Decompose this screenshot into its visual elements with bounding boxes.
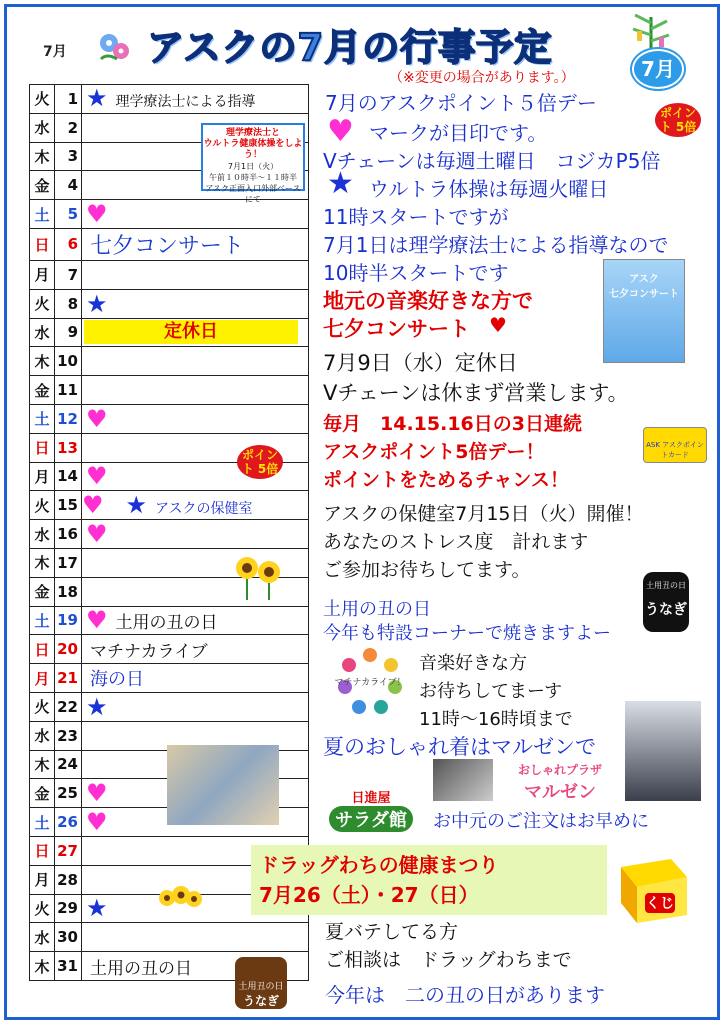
weekday-cell: 土 (30, 808, 55, 837)
weekday-cell: 月 (30, 260, 55, 289)
date-cell: 7 (55, 260, 82, 289)
event-cell (82, 85, 309, 114)
weekday-cell: 金 (30, 779, 55, 808)
date-cell: 24 (55, 750, 82, 779)
ninoushi-line: 今年は 二の丑の日があります (325, 983, 605, 1007)
event-cell (82, 347, 309, 376)
point-day-line: 7月のアスクポイント５倍デー (325, 91, 597, 115)
date-cell: 15 (55, 491, 82, 520)
event-cell (82, 635, 309, 664)
calendar-row (30, 85, 309, 114)
store-photo (167, 745, 279, 825)
july1-line: 7月1日は理学療法士による指導なので (323, 233, 669, 257)
ochugen-line: お中元のご注文はお早めに (433, 811, 649, 832)
calendar-row (30, 289, 309, 318)
ask-card-label: ASK アスクポイントカード (646, 441, 704, 459)
weekday-cell: 水 (30, 721, 55, 750)
weekday-cell: 金 (30, 577, 55, 606)
fashion-photo-large (625, 701, 701, 801)
date-cell: 16 (55, 520, 82, 549)
hours-line: 11時～16時頃まで (419, 709, 573, 730)
weekday-cell: 火 (30, 692, 55, 721)
page (4, 4, 720, 1020)
event-cell (82, 606, 309, 635)
point5-badge-left: ポイント 5倍 (237, 445, 283, 479)
fashion-photo-small (433, 759, 493, 801)
closed-line: 7月9日（水）定休日 (323, 351, 518, 375)
waiting-line: お待ちしてまーす (419, 681, 563, 702)
weekday-cell: 火 (30, 289, 55, 318)
date-cell: 20 (55, 635, 82, 664)
weekday-cell: 土 (30, 200, 55, 229)
mark-line: マークが目印です。 (369, 121, 548, 145)
hoken-line: アスクの保健室7月15日（火）開催！ (323, 503, 644, 525)
month-badge: 7月 (632, 49, 684, 89)
event-label: 土用の丑の日 (90, 958, 192, 979)
heart-icon: ♥ (86, 605, 108, 634)
date-cell: 17 (55, 548, 82, 577)
unagi-logo-bottom (235, 957, 287, 1009)
sunflower-icon-small (157, 883, 203, 913)
calendar-row (30, 347, 309, 376)
date-cell: 13 (55, 433, 82, 462)
calendar-row (30, 635, 309, 664)
unagi-logo-top (643, 572, 689, 632)
weekday-cell: 水 (30, 318, 55, 347)
event-cell (82, 491, 309, 520)
weekday-cell: 日 (30, 228, 55, 260)
kuji-label: くじ (646, 896, 674, 912)
weekday-cell: 水 (30, 923, 55, 952)
heart-icon: ♥ (327, 114, 354, 149)
marzen-top: おしゃれプラザ (517, 763, 602, 777)
heart-icon: ♥ (86, 808, 108, 837)
date-cell: 4 (55, 171, 82, 200)
music-line: 地元の音楽好きな方で (323, 289, 533, 313)
calendar-row (30, 491, 309, 520)
event-label: アスクの保健室 (155, 500, 253, 517)
point-day5-line: アスクポイント5倍デー！ (323, 441, 545, 463)
salad-kan-logo (323, 787, 419, 833)
calendar-row (30, 923, 309, 952)
marzen-logo (505, 761, 615, 801)
unagi-sub: 土用丑の日 (238, 982, 284, 992)
event-label: 理学療法士による指導 (115, 94, 256, 111)
event-label: マチナカライブ (90, 641, 208, 662)
star-icon: ★ (327, 166, 354, 201)
date-cell: 12 (55, 404, 82, 433)
start-line: 11時スタートですが (323, 205, 509, 229)
concert-poster-title: アスク 七夕コンサート (609, 274, 679, 300)
star-icon: ★ (125, 490, 148, 519)
date-cell: 28 (55, 865, 82, 894)
star-icon: ★ (86, 289, 108, 318)
weekday-cell: 月 (30, 664, 55, 693)
weekday-cell: 月 (30, 865, 55, 894)
marzen-name: マルゼン (524, 782, 596, 803)
date-cell: 30 (55, 923, 82, 952)
calendar-row (30, 228, 309, 260)
monthly-line: 毎月 14.15.16日の3日連続 (323, 413, 582, 435)
date-cell: 11 (55, 376, 82, 405)
calendar-row (30, 260, 309, 289)
concert-line: 七夕コンサート (323, 317, 470, 341)
change-note: （※変更の場合があります。） (389, 70, 575, 86)
weekday-cell: 木 (30, 548, 55, 577)
vchain-open-line: Vチェーンは休まず営業します。 (323, 381, 629, 405)
page-title: アスクの7月の行事予定 (147, 26, 553, 69)
weekday-cell: 日 (30, 836, 55, 865)
exercise-poster (201, 123, 305, 204)
date-cell: 9 (55, 318, 82, 347)
weekday-cell: 木 (30, 347, 55, 376)
natsubate-line: 夏バテしてる方 (325, 921, 459, 943)
calendar-row (30, 318, 309, 347)
vchain-line: Vチェーンは毎週土曜日 コジカP5倍 (323, 149, 661, 173)
event-label: 七夕コンサート (90, 233, 245, 259)
concert-poster (603, 259, 685, 363)
event-cell (82, 228, 309, 260)
star-icon: ★ (86, 84, 108, 113)
weekday-cell: 土 (30, 404, 55, 433)
event-label: 海の日 (90, 669, 144, 691)
time-line: 10時半スタートです (323, 261, 509, 285)
weekday-cell: 火 (30, 85, 55, 114)
date-cell: 21 (55, 664, 82, 693)
matinaka-live-logo (325, 647, 415, 717)
date-cell: 3 (55, 142, 82, 171)
calendar-row (30, 606, 309, 635)
heart-icon: ♥ (86, 462, 108, 491)
doyou-line: 土用の丑の日 (323, 599, 431, 620)
heart-icon: ♥ (86, 520, 108, 549)
date-cell: 18 (55, 577, 82, 606)
heart-icon: ♥ (86, 404, 108, 433)
festival-dates: 7月26（土）・27（日） (259, 883, 479, 907)
weekday-cell: 金 (30, 171, 55, 200)
join-line: ご参加お待ちしてます。 (323, 559, 531, 581)
weekday-cell: 土 (30, 606, 55, 635)
star-icon: ★ (86, 692, 108, 721)
date-cell: 8 (55, 289, 82, 318)
lottery-box-icon (601, 837, 697, 927)
date-cell: 31 (55, 952, 82, 981)
festival-title: ドラッグわちの健康まつり (259, 853, 499, 877)
event-cell (82, 318, 309, 347)
ask-point-card (643, 427, 707, 463)
event-cell (82, 260, 309, 289)
event-cell (82, 404, 309, 433)
event-cell (82, 923, 309, 952)
date-cell: 29 (55, 894, 82, 923)
heart-icon: ♥ (82, 490, 104, 519)
calendar-row (30, 520, 309, 549)
date-cell: 26 (55, 808, 82, 837)
matinaka-logo-text: マチナカライブ！ (334, 678, 406, 688)
music-fan-line: 音楽好きな方 (419, 653, 527, 674)
calendar-row (30, 692, 309, 721)
poster-title: 理学療法士と ウルトラ健康体操をしよう！ (203, 128, 303, 160)
ultra-line: ウルトラ体操は毎週火曜日 (369, 177, 609, 201)
weekday-cell: 木 (30, 142, 55, 171)
date-cell: 2 (55, 113, 82, 142)
poster-time: 午前１０時半～１１時半 (209, 173, 297, 182)
date-cell: 23 (55, 721, 82, 750)
heart-icon: ♥ (86, 779, 108, 808)
event-cell (82, 520, 309, 549)
unagi-label: うなぎ (645, 602, 687, 618)
event-cell (82, 289, 309, 318)
event-cell (82, 664, 309, 693)
closed-day-label: 定休日 (84, 320, 298, 344)
unagi-label: うなぎ (242, 994, 279, 1008)
weekday-cell: 水 (30, 113, 55, 142)
point5-badge-right: ポイント 5倍 (655, 103, 701, 137)
weekday-cell: 日 (30, 635, 55, 664)
star-icon: ★ (86, 894, 108, 923)
weekday-cell: 水 (30, 520, 55, 549)
month-label: 7月 (43, 44, 67, 60)
morning-glory-icon (97, 29, 131, 63)
weekday-cell: 金 (30, 376, 55, 405)
fashion-line: 夏のおしゃれ着はマルゼンで (323, 735, 596, 759)
date-cell: 6 (55, 228, 82, 260)
date-cell: 5 (55, 200, 82, 229)
weekday-cell: 木 (30, 952, 55, 981)
poster-date: 7月1日（火） (227, 162, 279, 171)
date-cell: 1 (55, 85, 82, 114)
date-cell: 25 (55, 779, 82, 808)
event-label: 土用の丑の日 (115, 612, 218, 633)
chance-line: ポイントをためるチャンス！ (323, 469, 569, 491)
poster-place: アスク正面入口外部ベースにて (205, 184, 301, 204)
calendar-row (30, 376, 309, 405)
event-cell (82, 376, 309, 405)
heart-icon: ♥ (86, 200, 108, 229)
weekday-cell: 火 (30, 491, 55, 520)
calendar-row (30, 664, 309, 693)
weekday-cell: 日 (30, 433, 55, 462)
date-cell: 10 (55, 347, 82, 376)
salad-name: サラダ館 (329, 806, 413, 832)
weekday-cell: 木 (30, 750, 55, 779)
grill-line: 今年も特設コーナーで焼きますよー (323, 623, 611, 644)
salad-top: 日進屋 (351, 791, 391, 806)
heart-red-icon: ♥ (489, 313, 507, 337)
weekday-cell: 月 (30, 462, 55, 491)
date-cell: 27 (55, 836, 82, 865)
date-cell: 19 (55, 606, 82, 635)
date-cell: 22 (55, 692, 82, 721)
calendar-row (30, 404, 309, 433)
sunflower-icon (233, 552, 283, 600)
weekday-cell: 火 (30, 894, 55, 923)
unagi-sub: 土用丑の日 (646, 581, 686, 590)
event-cell (82, 692, 309, 721)
date-cell: 14 (55, 462, 82, 491)
consult-line: ご相談は ドラッグわちまで (325, 949, 572, 971)
stress-line: あなたのストレス度 計れます (323, 531, 589, 553)
